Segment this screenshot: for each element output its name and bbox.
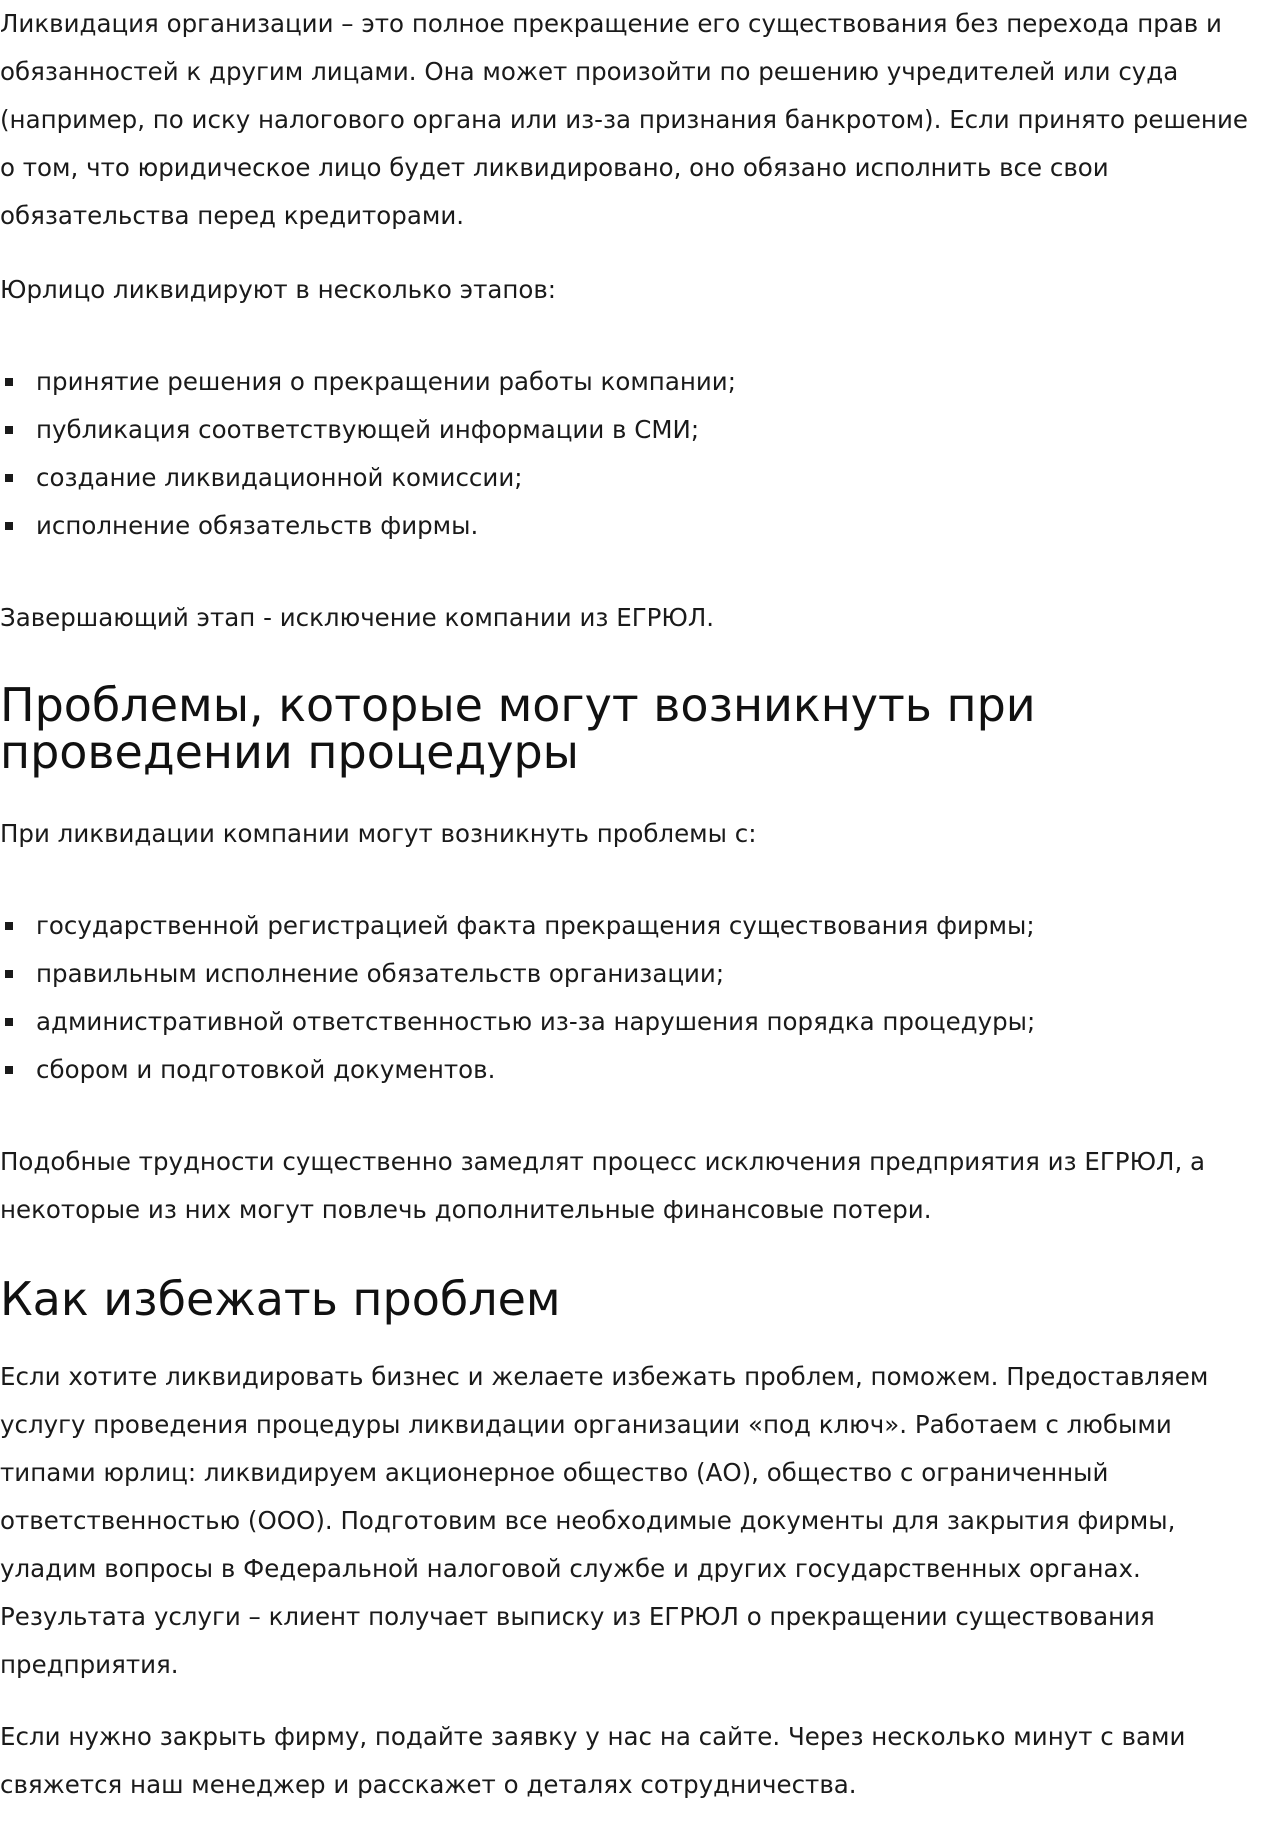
bullet-square-icon — [5, 378, 13, 386]
list-item — [0, 502, 1262, 550]
stages-list — [0, 358, 1262, 550]
list-item — [0, 950, 1262, 998]
call-to-action-paragraph: Если нужно закрыть фирму, подайте заявку у нас на сайте. Через несколько минут с вами свяжется наш менеджер и расскажет о деталях сотрудничества. — [0, 1722, 1186, 1799]
list-item-text: государственной регистрацией факта прекращения существования фирмы; — [36, 911, 1035, 940]
list-item-text: принятие решения о прекращении работы компании; — [36, 367, 736, 396]
list-item — [0, 998, 1262, 1046]
list-item-text: административной ответственностью из-за нарушения порядка процедуры; — [36, 1007, 1036, 1036]
list-item-text: публикация соответствующей информации в СМИ; — [36, 415, 700, 444]
problems-heading: Проблемы, которые могут возникнуть при проведении процедуры — [0, 678, 1036, 779]
bullet-square-icon — [5, 970, 13, 978]
list-item-text: правильным исполнение обязательств организации; — [36, 959, 725, 988]
bullet-square-icon — [5, 1066, 13, 1074]
list-item — [0, 358, 1262, 406]
list-item-text: сбором и подготовкой документов. — [36, 1055, 496, 1084]
list-item — [0, 454, 1262, 502]
list-item-text: создание ликвидационной комиссии; — [36, 463, 523, 492]
bullet-square-icon — [5, 922, 13, 930]
bullet-square-icon — [5, 522, 13, 530]
consequences-paragraph: Подобные трудности существенно замедлят процесс исключения предприятия из ЕГРЮЛ, а некоторые из них могут повлечь дополнительные финансовые потери. — [0, 1147, 1206, 1224]
intro-paragraph: Ликвидация организации – это полное прекращение его существования без перехода прав и обязанностей к другим лицами. Она может произойти по решению учредителей или суда (например, по иску налогового органа или из-за признания банкротом). Если принято решение о том, что юридическое лицо будет ликвидировано, оно обязано исполнить все свои обязательства перед кредиторами. — [0, 9, 1248, 230]
problems-list — [0, 902, 1262, 1094]
bullet-square-icon — [5, 474, 13, 482]
problems-intro-paragraph: При ликвидации компании могут возникнуть проблемы с: — [0, 819, 757, 848]
bullet-square-icon — [5, 1018, 13, 1026]
avoid-problems-heading: Как избежать проблем — [0, 1272, 561, 1326]
list-item — [0, 406, 1262, 454]
list-item — [0, 902, 1262, 950]
service-paragraph: Если хотите ликвидировать бизнес и желаете избежать проблем, поможем. Предоставляем услугу проведения процедуры ликвидации организации «под ключ». Работаем с любыми типами юрлиц: ликвидируем акционерное общество (АО), общество с ограниченный ответственностью (ООО). Подготовим все необходимые документы для закрытия фирмы, уладим вопросы в Федеральной налоговой службе и других государственных органах. Результата услуги – клиент получает выписку из ЕГРЮЛ о прекращении существования предприятия. — [0, 1362, 1209, 1679]
list-item — [0, 1046, 1262, 1094]
list-item-text: исполнение обязательств фирмы. — [36, 511, 479, 540]
final-stage-paragraph: Завершающий этап - исключение компании из ЕГРЮЛ. — [0, 603, 715, 632]
bullet-square-icon — [5, 426, 13, 434]
stages-intro-paragraph: Юрлицо ликвидируют в несколько этапов: — [0, 275, 557, 304]
